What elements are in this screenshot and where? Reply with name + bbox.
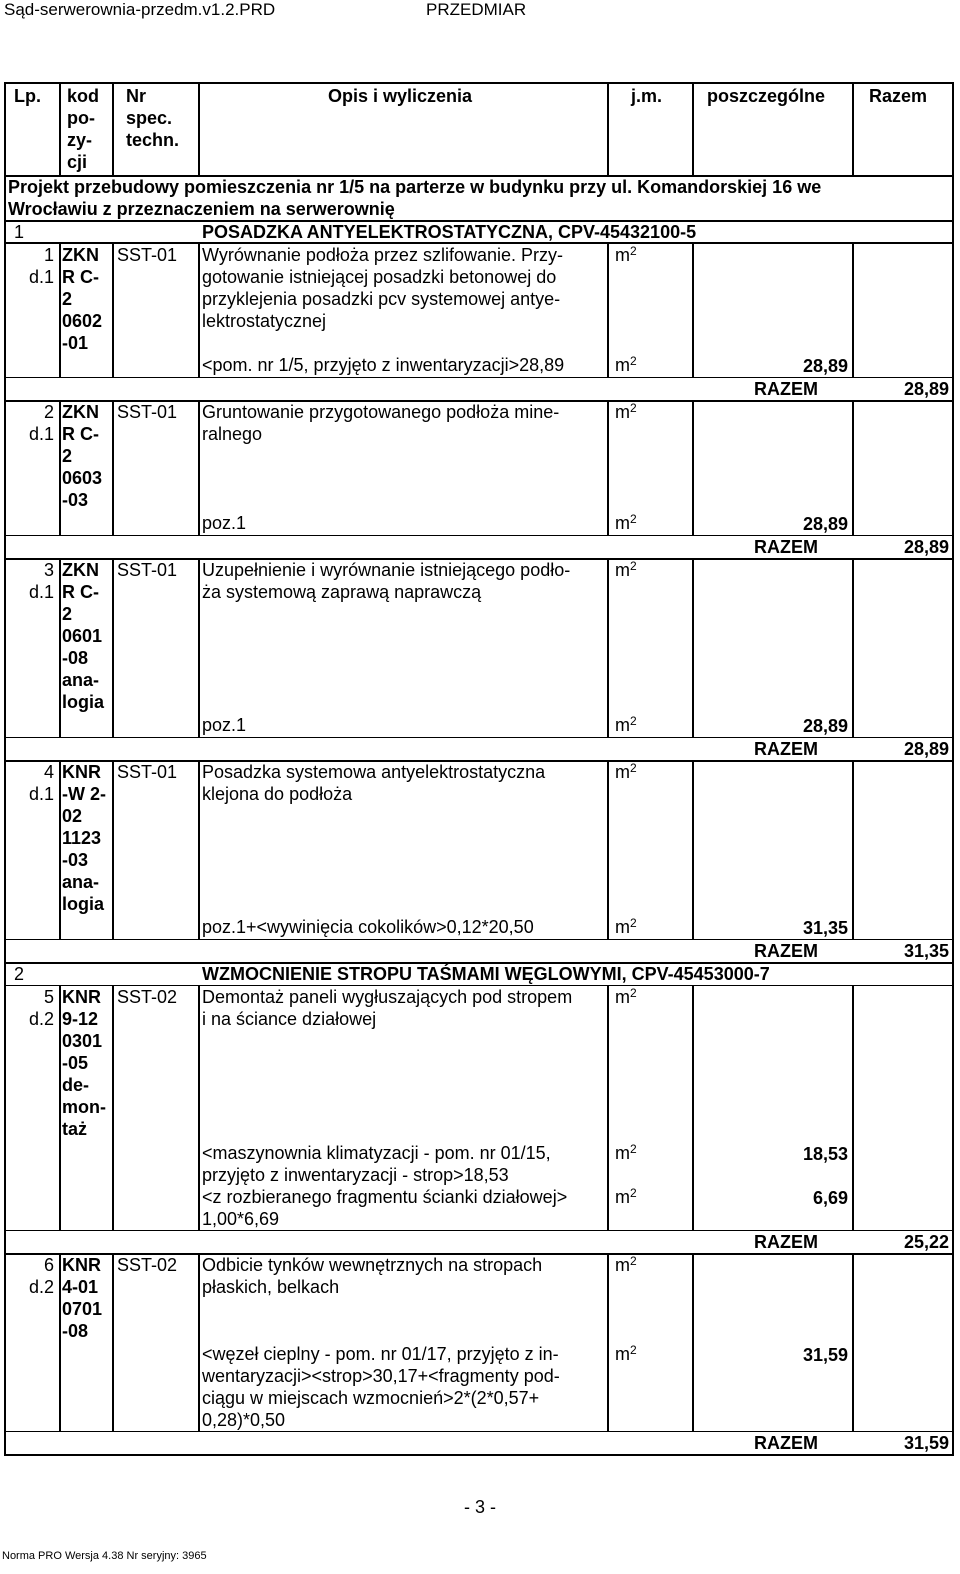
column-rule (607, 558, 609, 738)
column-rule (59, 243, 61, 378)
column-rule (952, 82, 954, 175)
item-spec-number: SST-01 (117, 402, 178, 422)
calc-value: 18,53 (802, 1144, 848, 1164)
subtotal-value: 25,22 (903, 1232, 949, 1252)
column-rule (59, 760, 61, 940)
unit-exponent: 2 (630, 559, 637, 573)
item-division: d.1 (28, 784, 54, 804)
item-spec-number: SST-02 (117, 987, 178, 1007)
unit-base: m (615, 917, 630, 937)
item-lp: 3 (43, 560, 54, 580)
column-rule (112, 558, 114, 738)
item-unit (615, 244, 637, 266)
project-title: Projekt przebudowy pomieszczenia nr 1/5 na parterze w budynku przy ul. Komandorskiej 16 we Wrocławiu z przeznaczeniem na serwerownię (8, 177, 822, 219)
item-division: d.1 (28, 424, 54, 444)
section-title: POSADZKA ANTYELEKTROSTATYCZNA, CPV-45432100-5 (202, 222, 697, 242)
column-rule (112, 82, 114, 175)
item-lp: 1 (43, 245, 54, 265)
column-rule (692, 82, 694, 175)
unit-base: m (615, 560, 630, 580)
column-rule (198, 985, 200, 1231)
item-division: d.1 (28, 267, 54, 287)
item-lp: 6 (43, 1255, 54, 1275)
unit-base: m (615, 715, 630, 735)
column-rule (852, 400, 854, 536)
calc-unit (615, 1142, 637, 1164)
item-description: Wyrównanie podłoża przez szlifowanie. Przy- gotowanie istniejącej posadzki betonowej do przyklejenia posadzki pcv systemowej antye- lektrostatycznej (202, 245, 563, 331)
column-rule (112, 985, 114, 1231)
column-rule (59, 400, 61, 536)
item-lp: 4 (43, 762, 54, 782)
unit-exponent: 2 (630, 761, 637, 775)
column-rule (59, 985, 61, 1231)
column-rule (4, 82, 6, 175)
calc-value: 6,69 (812, 1188, 848, 1208)
unit-base: m (615, 1187, 630, 1207)
calc-text: poz.1 (202, 715, 247, 735)
subtotal-value: 28,89 (903, 537, 949, 557)
subtotal-label: RAZEM (754, 379, 818, 399)
column-rule (198, 1253, 200, 1432)
unit-exponent: 2 (630, 1142, 637, 1156)
unit-base: m (615, 987, 630, 1007)
unit-base: m (615, 513, 630, 533)
column-rule (607, 985, 609, 1231)
unit-exponent: 2 (630, 244, 637, 258)
item-code: ZKN R C- 2 0603 -03 (62, 402, 103, 510)
unit-exponent: 2 (630, 916, 637, 930)
item-spec-number: SST-01 (117, 560, 178, 580)
col-header-kod: kod po- zy- cji (67, 86, 100, 172)
subtotal-label: RAZEM (754, 1232, 818, 1252)
calc-unit (615, 512, 637, 534)
column-rule (112, 1253, 114, 1432)
column-rule (112, 243, 114, 378)
item-spec-number: SST-01 (117, 762, 178, 782)
item-description: Odbicie tynków wewnętrznych na stropach płaskich, belkach (202, 1255, 543, 1297)
calc-value: 31,59 (802, 1345, 848, 1365)
item-spec-number: SST-01 (117, 245, 178, 265)
column-rule (952, 175, 954, 222)
unit-base: m (615, 762, 630, 782)
calc-text: <węzeł cieplny - pom. nr 01/17, przyjęto z in- wentaryzacji><strop>30,17+<fragmenty pod- ciągu w miejscach wzmocnień>2*(2*0,57+ 0,28)*0,50 (202, 1344, 560, 1430)
calc-unit (615, 714, 637, 736)
item-description: Demontaż paneli wygłuszających pod stropem i na ściance działowej (202, 987, 573, 1029)
item-code: ZKN R C- 2 0602 -01 (62, 245, 103, 353)
item-unit (615, 986, 637, 1008)
col-header-nr: Nr spec. techn. (126, 86, 180, 150)
column-rule (852, 558, 854, 738)
subtotal-value: 31,59 (903, 1433, 949, 1453)
unit-exponent: 2 (630, 1343, 637, 1357)
col-header-poszczegolne: poszczególne (707, 86, 826, 106)
item-lp: 2 (43, 402, 54, 422)
subtotal-label: RAZEM (754, 1433, 818, 1453)
unit-exponent: 2 (630, 1254, 637, 1268)
column-rule (198, 760, 200, 940)
unit-base: m (615, 1344, 630, 1364)
calc-value: 28,89 (802, 356, 848, 376)
section-number: 2 (14, 964, 25, 984)
column-rule (59, 1253, 61, 1432)
calc-text: <maszynownia klimatyzacji - pom. nr 01/15, przyjęto z inwentaryzacji - strop>18,53 (202, 1143, 551, 1185)
unit-base: m (615, 402, 630, 422)
calc-text: <z rozbieranego fragmentu ścianki działowej> 1,00*6,69 (202, 1187, 568, 1229)
calc-text: poz.1+<wywinięcia cokolików>0,12*20,50 (202, 917, 534, 937)
row-rule (4, 1454, 954, 1456)
page-number: - 3 - (463, 1497, 496, 1517)
unit-base: m (615, 355, 630, 375)
calc-unit (615, 354, 637, 376)
item-description: Gruntowanie przygotowanego podłoża mine- ralnego (202, 402, 560, 444)
unit-base: m (615, 1255, 630, 1275)
calc-unit (615, 1343, 637, 1365)
item-lp: 5 (43, 987, 54, 1007)
column-rule (59, 82, 61, 175)
calc-unit (615, 916, 637, 938)
calc-text: <pom. nr 1/5, przyjęto z inwentaryzacji>28,89 (202, 355, 565, 375)
column-rule (852, 985, 854, 1231)
item-unit (615, 401, 637, 423)
column-rule (59, 558, 61, 738)
calc-value: 28,89 (802, 716, 848, 736)
subtotal-label: RAZEM (754, 941, 818, 961)
col-header-opis: Opis i wyliczenia (328, 86, 473, 106)
document-type: PRZEDMIAR (426, 0, 527, 19)
column-rule (198, 243, 200, 378)
item-description: Posadzka systemowa antyelektrostatyczna klejona do podłoża (202, 762, 546, 804)
item-code: KNR -W 2- 02 1123 -03 ana- logia (62, 762, 106, 914)
calc-value: 28,89 (802, 514, 848, 534)
unit-exponent: 2 (630, 986, 637, 1000)
column-rule (607, 82, 609, 175)
column-rule (852, 243, 854, 378)
header-top-rule (4, 82, 954, 84)
subtotal-value: 28,89 (903, 739, 949, 759)
item-division: d.2 (28, 1277, 54, 1297)
unit-base: m (615, 1143, 630, 1163)
subtotal-label: RAZEM (754, 739, 818, 759)
calc-value: 31,35 (802, 918, 848, 938)
item-unit (615, 761, 637, 783)
unit-exponent: 2 (630, 354, 637, 368)
unit-exponent: 2 (630, 512, 637, 526)
item-code: ZKN R C- 2 0601 -08 ana- logia (62, 560, 105, 712)
column-rule (852, 760, 854, 940)
column-rule (607, 243, 609, 378)
column-rule (112, 400, 114, 536)
subtotal-label: RAZEM (754, 537, 818, 557)
column-rule (852, 1253, 854, 1432)
item-unit (615, 1254, 637, 1276)
item-unit (615, 559, 637, 581)
column-rule (607, 400, 609, 536)
section-title: WZMOCNIENIE STROPU TAŚMAMI WĘGLOWYMI, CPV-45453000-7 (202, 964, 770, 984)
unit-exponent: 2 (630, 401, 637, 415)
col-header-jm: j.m. (631, 86, 663, 106)
column-rule (198, 558, 200, 738)
item-description: Uzupełnienie i wyrównanie istniejącego podło- ża systemową zaprawą naprawczą (202, 560, 571, 602)
item-division: d.1 (28, 582, 54, 602)
column-rule (852, 82, 854, 175)
subtotal-value: 31,35 (903, 941, 949, 961)
column-rule (198, 400, 200, 536)
item-spec-number: SST-02 (117, 1255, 178, 1275)
column-rule (198, 82, 200, 175)
column-rule (607, 760, 609, 940)
subtotal-value: 28,89 (903, 379, 949, 399)
column-rule (4, 175, 6, 225)
column-rule (692, 1253, 694, 1432)
item-division: d.2 (28, 1009, 54, 1029)
calc-text: poz.1 (202, 513, 247, 533)
column-rule (112, 760, 114, 940)
col-header-razem: Razem (869, 86, 928, 106)
item-code: KNR 4-01 0701 -08 (62, 1255, 103, 1341)
column-rule (607, 1253, 609, 1432)
calc-unit (615, 1186, 637, 1208)
file-name: Sąd-serwerownia-przedm.v1.2.PRD (4, 0, 276, 19)
col-header-lp: Lp. (14, 86, 41, 106)
table-right-border (952, 220, 954, 1454)
software-footer: Norma PRO Wersja 4.38 Nr seryjny: 3965 (2, 1550, 207, 1562)
column-rule (692, 760, 694, 940)
column-rule (692, 558, 694, 738)
section-number: 1 (14, 222, 25, 242)
item-code: KNR 9-12 0301 -05 de- mon- taż (62, 987, 106, 1139)
unit-exponent: 2 (630, 1186, 637, 1200)
unit-base: m (615, 245, 630, 265)
unit-exponent: 2 (630, 714, 637, 728)
